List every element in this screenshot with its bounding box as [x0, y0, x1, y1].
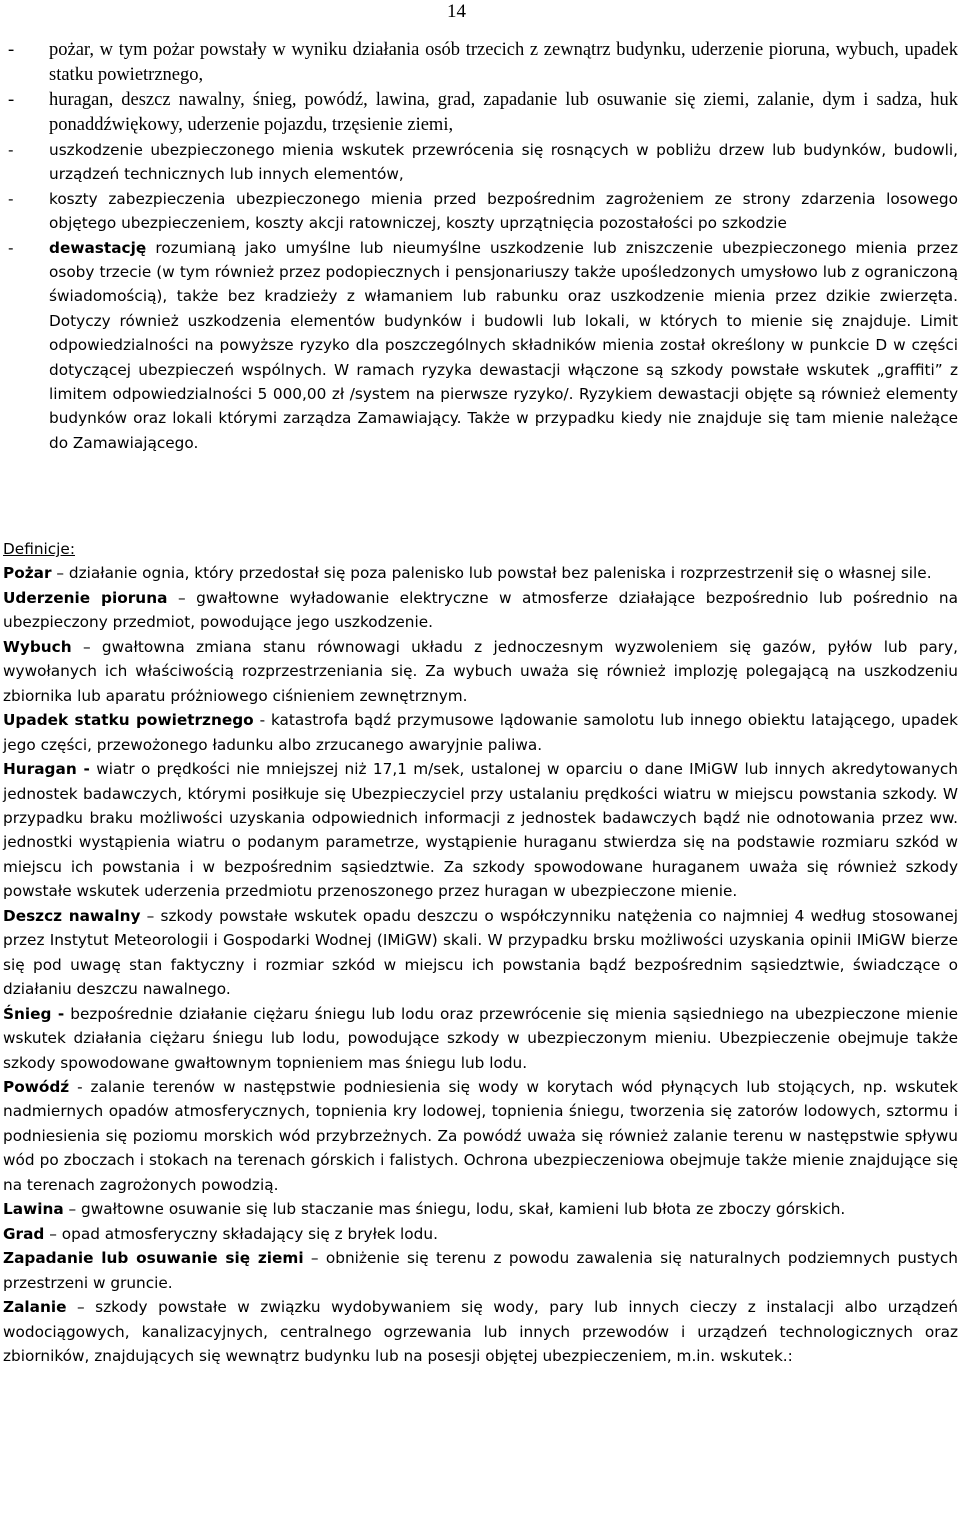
list-item-text: uszkodzenie ubezpieczonego mienia wskutek przewrócenia się rosnących w pobliżu drzew lub budynków, budowli, urządzeń technicznych lub innych elementów,: [49, 141, 958, 184]
list-item-text: pożar, w tym pożar powstały w wyniku działania osób trzecich z zewnątrz budynku, uderzenie pioruna, wybuch, upadek statku powietrznego,: [49, 40, 958, 85]
definition: [3, 1222, 958, 1246]
definition: [3, 1246, 958, 1295]
list-item-text: rozumianą jako umyślne lub nieumyślne uszkodzenie lub zniszczenie ubezpieczonego mienia przez osoby trzecie (w tym również przez podopiecznych i pensjonariuszy także upośledzonych umysłowo lub z ograniczoną świadomością), także bez kradzieży z włamaniem lub rabunku oraz uszkodzenie mienia przez dzikie zwierzęta. Dotyczy również uszkodzenia elementów budynków i budowli lub lokali, w których to mienie się znajduje. Limit odpowiedzialności na powyższe ryzyko dla poszczególnych składników mienia został określony w punkcie D w części dotyczącej ubezpieczeń wspólnych. W ramach ryzyka dewastacji włączone są szkody powstałe wskutek „graffiti” z limitem odpowiedzialności 5 000,00 zł /system na pierwsze ryzyko/. Ryzykiem dewastacji objęte są również elementy budynków oraz lokali którymi zarządza Zamawiający. Także w przypadku kiedy nie znajduje się tam mienie należące do Zamawiającego.: [49, 238, 958, 452]
list-item: [8, 236, 958, 456]
definition: [3, 561, 958, 585]
definition-term: Zapadanie lub osuwanie się ziemi: [3, 1249, 304, 1268]
page-number: 14: [447, 1, 466, 22]
definition: [3, 586, 958, 635]
list-dash: -: [8, 189, 14, 208]
definition-text: – obniżenie się terenu z powodu zawalenia się naturalnych podziemnych pustych przestrzeni w gruncie.: [3, 1249, 958, 1292]
definition-term: Pożar: [3, 564, 52, 583]
list-item: [8, 38, 958, 88]
definition-text: – działanie ognia, który przedostał się poza palenisko lub powstał bez paleniska i rozprzestrzenił się o własnej sile.: [51, 564, 932, 583]
list-dash: -: [8, 141, 14, 159]
definition-text: wiatr o prędkości nie mniejszej niż 17,1 m/sek, ustalonej w oparciu o dane IMiGW lub innych akredytowanych jednostek badawczych, którymi posiłkuje się Ubezpieczyciel przy ustalaniu prędkości wiatru w miejscu powstania szkody. W przypadku braku możliwości uzyskania odpowiednich informacji z jednostek badawczych bądź nie odnotowania przez ww. jednostki wystąpienia wiatru o podanym parametrze, wystąpienie huraganu stwierdza się na podstawie rozmiaru szkód w miejscu ich powstania i w bezpośrednim sąsiedztwie. Za szkody spowodowane huraganem uważa się również szkody powstałe wskutek uderzenia przedmiotu przenoszonego przez huragan w ubezpieczone mienie.: [3, 760, 959, 901]
definition-term: Huragan -: [3, 760, 90, 779]
list-item: [8, 138, 958, 187]
definition-text: – szkody powstałe wskutek opadu deszczu o współczynniku natężenia co najmniej 4 według stosowanej przez Instytut Meteorologii i Gospodarki Wodnej (IMiGW) skali. W przypadku brsku możliwości uzyskania opinii IMiGW bierze się pod uwagę stan faktyczny i rozmiar szkód w miejscu ich powstania bądź bezpośrednim sąsiedztwie, świadczące o działaniu deszczu nawalnego.: [3, 906, 958, 999]
definition: [3, 904, 958, 1002]
definition: [3, 1075, 958, 1197]
definition-text: - zalanie terenów w następstwie podniesienia się wody w korytach wód płynących lub stojących, np. wskutek nadmiernych opadów atmosferycznych, topnienia kry lodowej, topnienia śniegu, tworzenia się zatorów lodowych, sztormu i podniesienia się poziomu morskich wód przybrzeżnych. Za powódź uważa się również zalanie terenu w następstwie spływu wód po zboczach i stokach na terenach górskich i falistych. Ochrona ubezpieczeniowa obejmuje także mienie znajdujące się na terenach zagrożonych powodzią.: [3, 1077, 958, 1194]
definition-text: – gwałtowne wyładowanie elektryczne w atmosferze działające bezpośrednio lub pośrednio na ubezpieczony przedmiot, powodujące jego uszkodzenie.: [3, 588, 959, 632]
definition-term: Zalanie: [3, 1298, 67, 1317]
definition: [3, 1197, 958, 1221]
definition-text: - katastrofa bądź przymusowe lądowanie samolotu lub innego obiektu latającego, upadek jego części, przewożonego ładunku albo zrzucanego awaryjnie paliwa.: [3, 711, 959, 754]
definition-text: – opad atmosferyczny składający się z bryłek lodu.: [44, 1224, 438, 1243]
definition: [3, 757, 958, 904]
definition-term: Upadek statku powietrznego: [3, 711, 254, 730]
definition-term: Deszcz nawalny: [3, 906, 141, 925]
definition-text: – szkody powstałe w związku wydobywaniem się wody, pary lub innych cieczy z instalacji albo urządzeń wodociągowych, kanalizacyjnych, centralnego ogrzewania lub innych przewodów i urządzeń technologicznych oraz zbiorników, znajdujących się wewnątrz budynku lub na posesji objętej ubezpieczeniem, m.in. wskutek.:: [3, 1298, 958, 1365]
definitions-section: [3, 537, 958, 1368]
definition: [3, 1002, 958, 1075]
definitions-heading: Definicje:: [3, 540, 75, 558]
definition-term: Wybuch: [3, 637, 72, 656]
list-dash: -: [8, 238, 14, 257]
list-item: [8, 187, 958, 236]
list-dash: -: [8, 40, 15, 60]
definition: [3, 1295, 958, 1368]
definition-term: Uderzenie pioruna: [3, 588, 168, 607]
definition-text: – gwałtowne osuwanie się lub staczanie mas śniegu, lodu, skał, kamieni lub błota ze zboczy górskich.: [63, 1200, 846, 1219]
definition-term: Śnieg -: [3, 1004, 65, 1023]
list-dash: -: [8, 90, 15, 110]
definition: [3, 635, 958, 708]
list-item-text: koszty zabezpieczenia ubezpieczonego mienia przed bezpośrednim zagrożeniem ze strony zdarzenia losowego objętego ubezpieczeniem, koszty akcji ratowniczej, koszty uprzątnięcia pozostałości po szkodzie: [49, 189, 958, 233]
risk-list: [8, 38, 958, 455]
definition-term: Lawina: [3, 1200, 64, 1219]
definition-term: Powódź: [3, 1077, 70, 1096]
definition-text: – gwałtowna zmiana stanu równowagi układu z jednoczesnym wyzwoleniem się gazów, pyłów lub pary, wywołanych ich właściwością rozprzestrzeniania się. Za wybuch uważa się również implozję polegającą na uszkodzeniu zbiornika lub aparatu próżniowego ciśnieniem zewnętrznym.: [3, 637, 958, 705]
list-item-term: dewastację: [49, 238, 147, 257]
definition-text: bezpośrednie działanie ciężaru śniegu lub lodu oraz przewrócenie się mienia sąsiedniego na ubezpieczone mienie wskutek działania ciężaru śniegu lub lodu, powodujące szkody w ubezpieczonym mieniu. Ubezpieczenie obejmuje także szkody spowodowane gwałtownym topnieniem mas śniegu lub lodu.: [3, 1004, 958, 1072]
definition: [3, 708, 958, 757]
list-item-text: huragan, deszcz nawalny, śnieg, powódź, lawina, grad, zapadanie lub osuwanie się ziemi, zalanie, dym i sadza, huk ponaddźwiękowy, uderzenie pojazdu, trzęsienie ziemi,: [49, 90, 958, 135]
list-item: [8, 88, 958, 138]
definition-term: Grad: [3, 1224, 45, 1243]
